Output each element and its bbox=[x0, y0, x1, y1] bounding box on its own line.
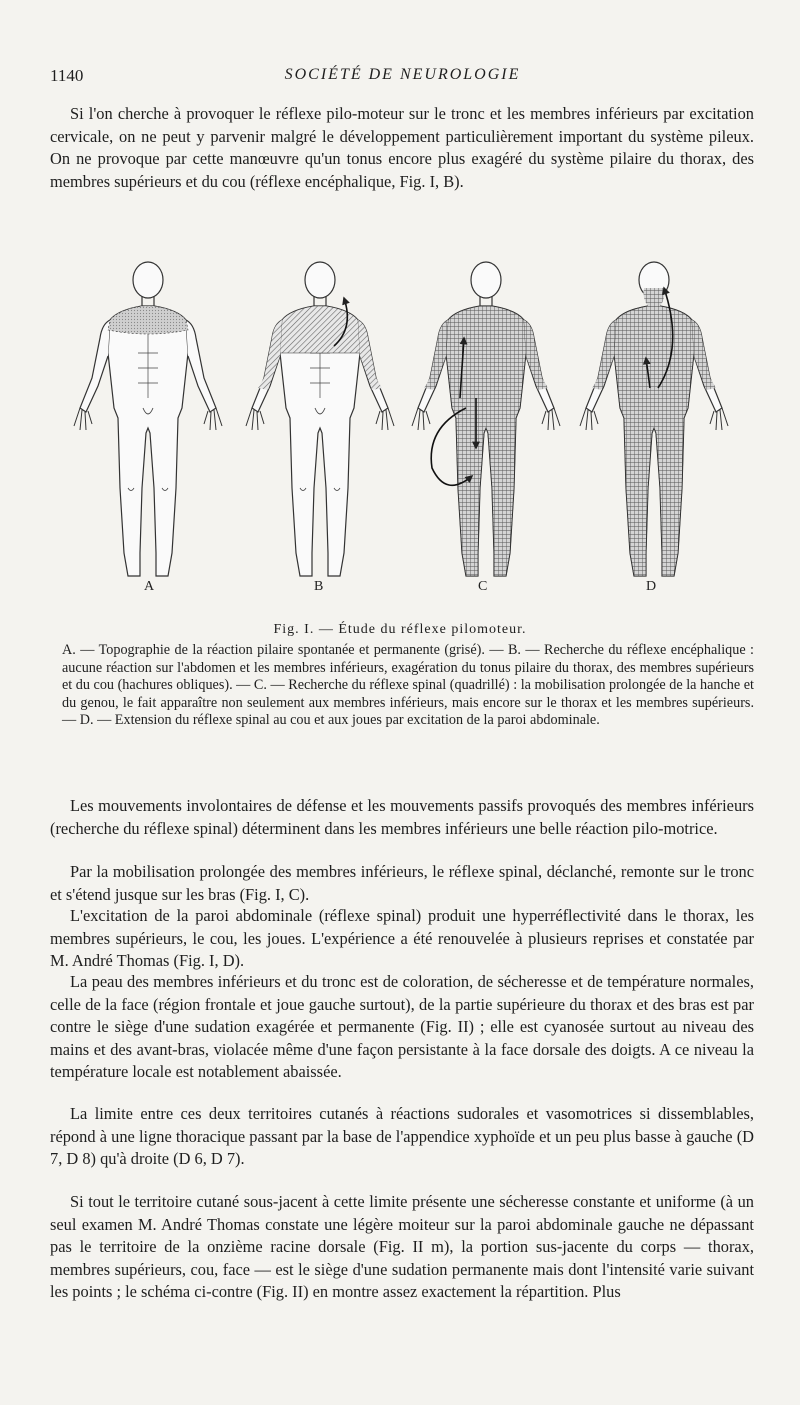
figure-caption: A. — Topographie de la réaction pilaire spontanée et permanente (grisé). — B. — Recherche du réflexe encéphalique : aucune réaction sur l'abdomen et les membres inférieurs, exagération du tonus pilaire du thorax, des membres supérieurs et du cou (hachures obliques). — C. — Recherche du réflexe spinal (quadrillé) : la mobilisation prolongée de la hanche et du genou, le fait apparaître non seulement aux membres inférieurs, mais encore sur le thorax et les membres supérieurs. — D. — Extension du réflexe spinal au cou et aux joues par excitation de la paroi abdominale. bbox=[62, 642, 754, 729]
panel-label-d: D bbox=[646, 579, 657, 594]
body-paragraph-2: Par la mobilisation prolongée des membres inférieurs, le réflexe spinal, déclanché, remonte sur le tronc et s'étend jusque sur les bras (Fig. I, C). bbox=[50, 862, 754, 904]
body-paragraph-6: Si tout le territoire cutané sous-jacent à cette limite présente une sécheresse constante et uniforme (à un seul examen M. André Thomas constate une légère moiteur sur la paroi abdominale gauche ne dépassant pas le territoire de la onzième racine dorsale (Fig. II m), la portion sus-jacente du corps — thorax, membres supérieurs, cou, face — est le siège d'une sudation permanente mais dont l'intensité varie suivant les points ; le schéma ci-contre (Fig. II) en montre assez exactement la répartition. Plus bbox=[50, 1192, 754, 1302]
body-paragraph-1: Les mouvements involontaires de défense et les mouvements passifs provoqués des membres inférieurs (recherche du réflexe spinal) déterminent dans les membres inférieurs une belle réaction pilo-motrice. bbox=[50, 796, 754, 838]
panel-label-c: C bbox=[478, 579, 488, 594]
intro-paragraph: Si l'on cherche à provoquer le réflexe pilo-moteur sur le tronc et les membres inférieurs par excitation cervicale, on ne peut y parvenir malgré le développement particulièrement important du système pileux. On ne provoque par cette manœuvre qu'un tonus encore plus exagéré du système pilaire du thorax, des membres supérieurs et du cou (réflexe encéphalique, Fig. I, B). bbox=[50, 104, 754, 191]
figure-body-diagrams bbox=[70, 250, 740, 605]
panel-label-b: B bbox=[314, 579, 324, 594]
running-title: SOCIÉTÉ DE NEUROLOGIE bbox=[284, 66, 521, 83]
body-paragraph-3: L'excitation de la paroi abdominale (réflexe spinal) produit une hyperréflectivité dans le thorax, les membres supérieurs, le cou, les joues. L'expérience a été renouvelée à plusieurs reprises et constatée par M. André Thomas (Fig. I, D). bbox=[50, 906, 754, 971]
panel-label-a: A bbox=[144, 579, 155, 594]
page-header bbox=[50, 66, 755, 90]
body-paragraph-4: La peau des membres inférieurs et du tronc est de coloration, de sécheresse et de température normales, celle de la face (région frontale et joue gauche surtout), de la partie supérieure du thorax et des bras est par contre le siège d'une sudation exagérée et permanente (Fig. II) ; elle est cyanosée surtout au niveau des mains et des avant-bras, violacée même d'une façon persistante à la face dorsale des doigts. A ce niveau la température locale est notablement abaissée. bbox=[50, 972, 754, 1082]
figure-title: Fig. I. — Étude du réflexe pilomoteur. bbox=[273, 622, 527, 637]
page-number: 1140 bbox=[50, 66, 84, 85]
body-paragraph-5: La limite entre ces deux territoires cutanés à réactions sudorales et vasomotrices si dissemblables, répond à une ligne thoracique passant par la base de l'appendice xyphoïde et un peu plus basse à gauche (D 7, D 8) qu'à droite (D 6, D 7). bbox=[50, 1104, 754, 1169]
